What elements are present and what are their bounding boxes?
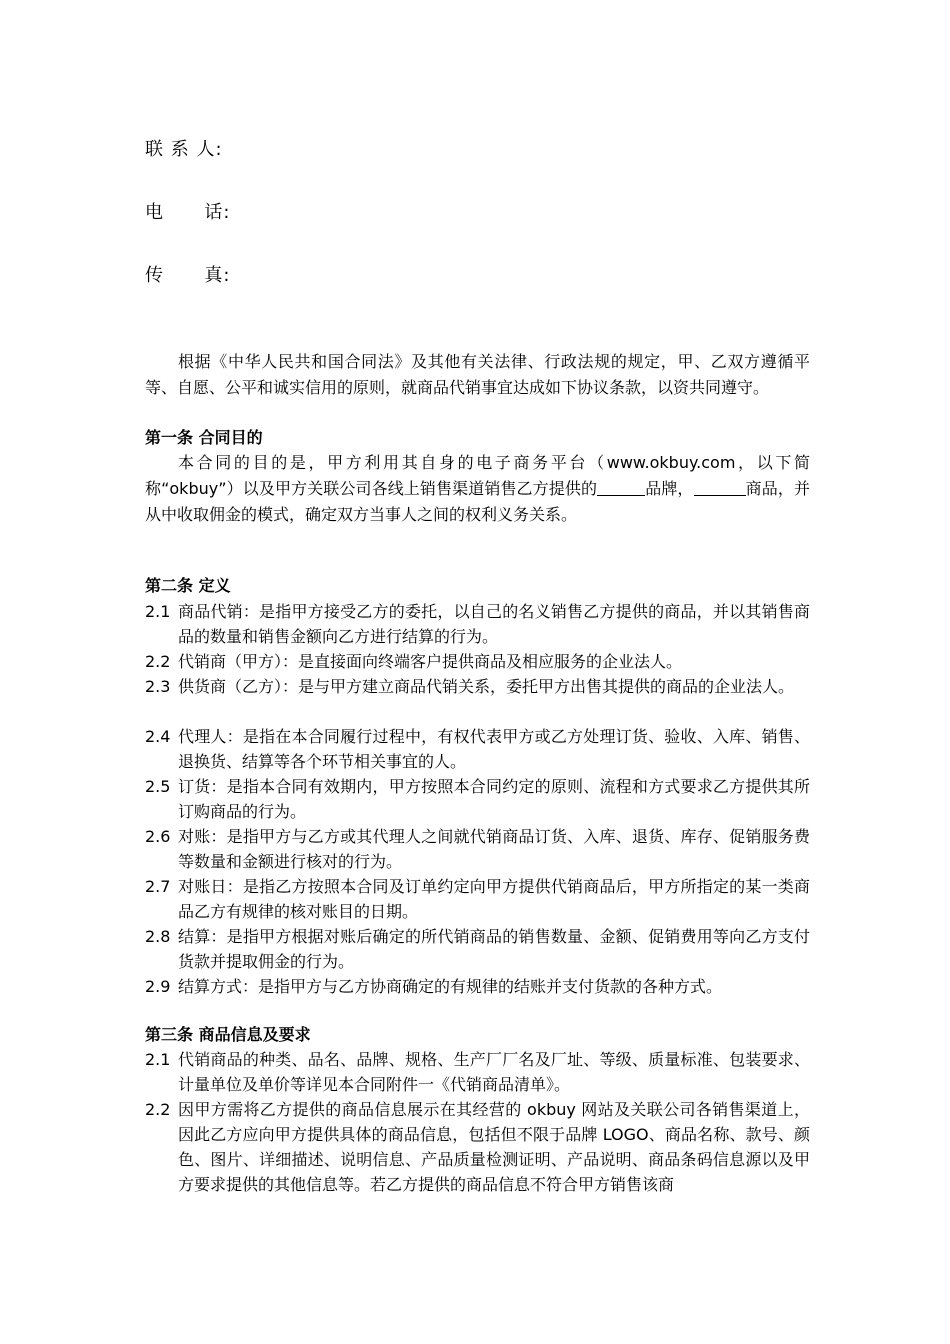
- item-text: 因甲方需将乙方提供的商品信息展示在其经营的 okbuy 网站及关联公司各销售渠道上，因此乙方应向甲方提供具体的商品信息，包括但不限于品牌 LOGO、商品名称、款号、颜色、图片、详细描述、说明信息、产品质量检测证明、产品说明、商品条码信息源以及甲方要求提供的其他信息等。若乙方提供的商品信息不符合甲方销售该商: [178, 1100, 810, 1194]
- contact-person-label: 联 系 人:: [145, 139, 223, 160]
- item-text: 对账日：是指乙方按照本合同及订单约定向甲方提供代销商品后，甲方所指定的某一类商品乙方有规律的核对账目的日期。: [178, 877, 810, 921]
- definition-item: [145, 874, 810, 924]
- definition-item: [145, 674, 810, 699]
- item-text: 代理人：是指在本合同履行过程中，有权代表甲方或乙方处理订货、验收、入库、销售、退换货、结算等各个环节相关事宜的人。: [178, 727, 810, 771]
- definition-item: [145, 774, 810, 824]
- article1-text-part2: 品牌，: [645, 479, 694, 498]
- definition-item: [145, 924, 810, 974]
- item-text: 结算：是指甲方根据对账后确定的所代销商品的销售数量、金额、促销费用等向乙方支付货款并提取佣金的行为。: [178, 927, 810, 971]
- item-number: 2.7: [145, 877, 171, 896]
- definition-item: [145, 974, 810, 999]
- requirement-item: [145, 1097, 810, 1197]
- phone-label: 电 话:: [145, 202, 231, 223]
- item-number: 2.1: [145, 1050, 171, 1069]
- item-text: 商品代销：是指甲方接受乙方的委托，以自己的名义销售乙方提供的商品，并以其销售商品的数量和销售金额向乙方进行结算的行为。: [178, 602, 810, 646]
- product-blank: [694, 477, 746, 496]
- article2-title: 第二条 定义: [145, 576, 231, 595]
- definition-item: [145, 724, 810, 774]
- requirement-item: [145, 1047, 810, 1097]
- definition-item: [145, 649, 810, 674]
- item-number: 2.8: [145, 927, 171, 946]
- item-number: 2.2: [145, 652, 171, 671]
- intro-paragraph: 根据《中华人民共和国合同法》及其他有关法律、行政法规的规定，甲、乙双方遵循平等、自愿、公平和诚实信用的原则，就商品代销事宜达成如下协议条款，以资共同遵守。: [145, 352, 810, 397]
- item-number: 2.2: [145, 1100, 171, 1119]
- item-number: 2.5: [145, 777, 171, 796]
- item-text: 供货商（乙方）：是与甲方建立商品代销关系，委托甲方出售其提供的商品的企业法人。: [178, 677, 795, 696]
- article1-title: 第一条 合同目的: [145, 428, 263, 447]
- article1-text-part1: 本合同的目的是，甲方利用其自身的电子商务平台（www.okbuy.com，以下简称“okbuy”）以及甲方关联公司各线上销售渠道销售乙方提供的: [145, 453, 810, 498]
- definition-item: [145, 824, 810, 874]
- brand-blank: [597, 477, 645, 496]
- item-text: 结算方式：是指甲方与乙方协商确定的有规律的结账并支付货款的各种方式。: [178, 977, 723, 996]
- article1-paragraph: [145, 450, 810, 528]
- item-number: 2.1: [145, 602, 171, 621]
- definition-item: [145, 599, 810, 649]
- item-number: 2.6: [145, 827, 171, 846]
- item-text: 代销商（甲方）：是直接面向终端客户提供商品及相应服务的企业法人。: [178, 652, 683, 671]
- article3-title: 第三条 商品信息及要求: [145, 1025, 311, 1044]
- item-text: 代销商品的种类、品名、品牌、规格、生产厂厂名及厂址、等级、质量标准、包装要求、计量单位及单价等详见本合同附件一《代销商品清单》。: [178, 1050, 810, 1094]
- article1-text-part3: 商品，并从中收取佣金的模式，确定双方当事人之间的权利义务关系。: [145, 479, 810, 524]
- item-number: 2.4: [145, 727, 171, 746]
- item-text: 对账：是指甲方与乙方或其代理人之间就代销商品订货、入库、退货、库存、促销服务费等数量和金额进行核对的行为。: [178, 827, 810, 871]
- item-number: 2.9: [145, 977, 171, 996]
- item-text: 订货：是指本合同有效期内，甲方按照本合同约定的原则、流程和方式要求乙方提供其所订购商品的行为。: [178, 777, 810, 821]
- item-number: 2.3: [145, 677, 171, 696]
- fax-label: 传 真:: [145, 265, 231, 286]
